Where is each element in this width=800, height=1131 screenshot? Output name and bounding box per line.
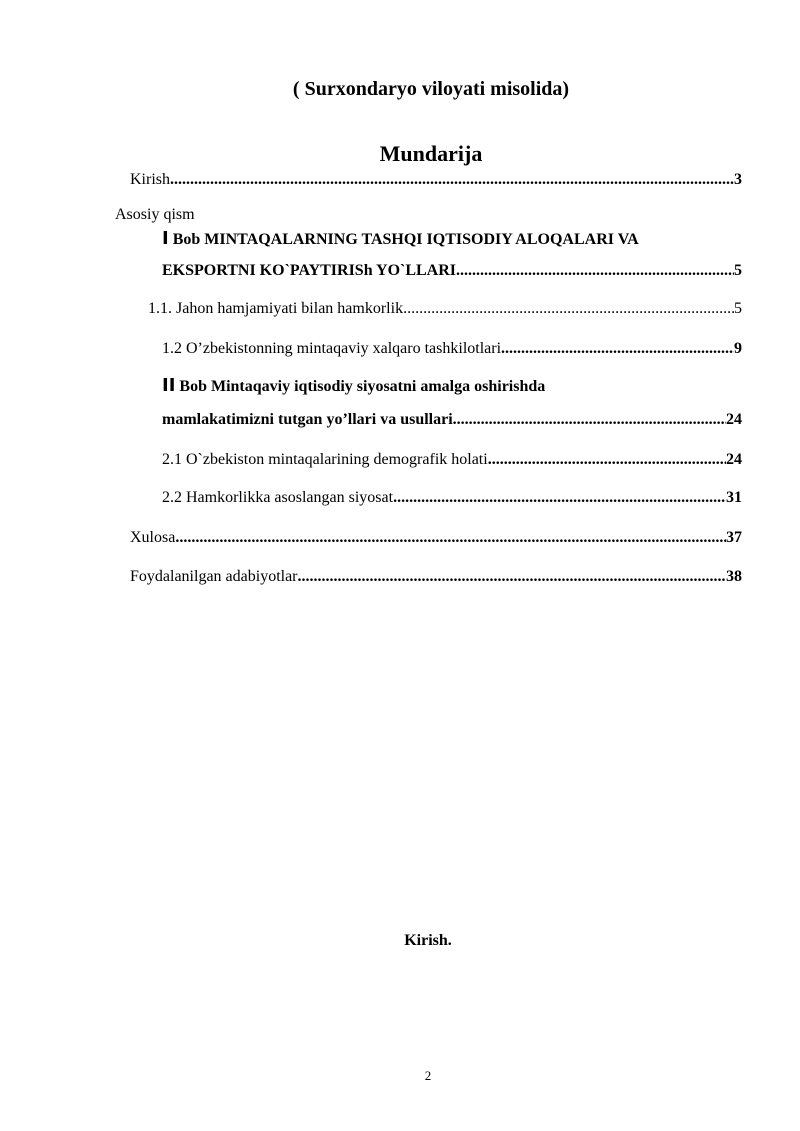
toc-leader <box>298 567 726 587</box>
page-number: 2 <box>424 1068 432 1083</box>
toc-page-number: 38 <box>726 568 742 585</box>
toc-page-number: 37 <box>726 529 742 546</box>
toc-page-number: 5 <box>734 262 742 279</box>
toc-entry-xulosa <box>130 528 742 548</box>
toc-leader <box>175 528 726 548</box>
toc-entry-title: 2.1 O`zbekiston mintaqalarining demografik holati <box>162 451 488 468</box>
toc-entry-2-1 <box>162 450 742 470</box>
toc-page-number: 31 <box>726 489 742 506</box>
toc-page-number: 9 <box>734 340 742 357</box>
toc-entry-adabiyotlar <box>130 567 742 587</box>
toc-leader <box>501 339 734 359</box>
roman-numeral: I <box>162 228 169 249</box>
toc-leader <box>453 410 726 430</box>
toc-leader <box>170 170 734 190</box>
toc-entry-title: Foydalanilgan adabiyotlar <box>130 568 298 585</box>
toc-page-number: 24 <box>726 411 742 428</box>
toc-entry-title: 2.2 Hamkorlikka asoslangan siyosat <box>162 489 394 506</box>
chapter-title-line2: EKSPORTNI KO`PAYTIRISh YO`LLARI <box>162 262 457 279</box>
chapter-title-line1: Bob Mintaqaviy iqtisodiy siyosatni amalga oshirishda <box>175 378 546 395</box>
roman-numeral: II <box>162 375 176 396</box>
toc-heading: Mundarija <box>379 141 483 166</box>
toc-chapter-2-line2 <box>162 410 742 430</box>
section-heading-kirish: Kirish. <box>404 932 452 949</box>
chapter-title-line2: mamlakatimizni tutgan yo’llari va usullari <box>162 411 453 428</box>
document-subtitle: ( Surxondaryo viloyati misolida) <box>292 78 570 100</box>
toc-chapter-1-line2 <box>162 261 742 281</box>
toc-entry-1-2 <box>162 339 742 359</box>
toc-leader <box>403 299 734 319</box>
toc-entry-title: Kirish <box>130 171 170 188</box>
section-label-asosiy-qism: Asosiy qism <box>115 206 195 223</box>
toc-chapter-1-line1 <box>162 229 639 250</box>
chapter-title-line1: Bob MINTAQALARNING TASHQI IQTISODIY ALOQALARI VA <box>168 231 639 248</box>
toc-entry-1-1 <box>148 299 742 319</box>
toc-chapter-2-line1 <box>162 376 545 397</box>
toc-entry-2-2 <box>162 488 742 508</box>
toc-page-number: 24 <box>726 451 742 468</box>
toc-entry-title: 1.1. Jahon hamjamiyati bilan hamkorlik <box>148 300 404 317</box>
toc-leader <box>488 450 726 470</box>
toc-leader <box>393 488 726 508</box>
toc-page-number: 5 <box>734 300 742 317</box>
toc-entry-title: Xulosa <box>130 529 176 546</box>
toc-entry-kirish <box>130 170 742 190</box>
toc-page-number: 3 <box>734 171 742 188</box>
toc-leader <box>456 261 734 281</box>
toc-entry-title: 1.2 O’zbekistonning mintaqaviy xalqaro tashkilotlari <box>162 340 502 357</box>
